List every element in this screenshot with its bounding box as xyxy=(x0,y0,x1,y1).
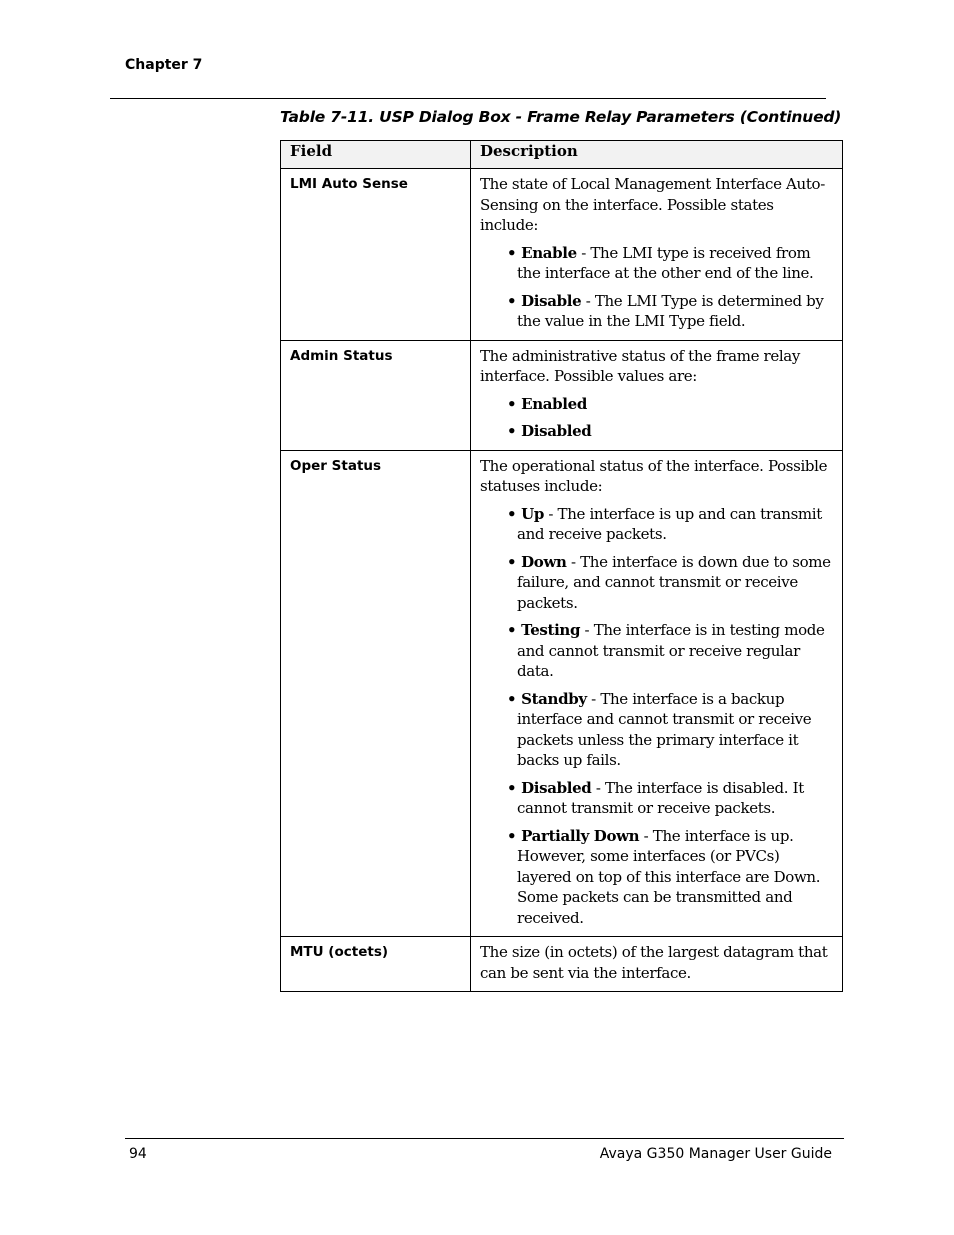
option-list xyxy=(480,394,834,442)
option-list xyxy=(480,504,834,929)
option-item xyxy=(507,620,834,682)
option-text: - The interface is up. However, some interfaces (or PVCs) layered on top of this interface are Down. Some packets can be transmitted and received. xyxy=(517,826,821,927)
description-intro: The state of Local Management Interface Auto-Sensing on the interface. Possible states include: xyxy=(480,175,825,234)
option-item xyxy=(507,826,834,929)
bullet-icon: • xyxy=(507,826,522,845)
bullet-icon: • xyxy=(507,243,522,262)
description-intro: The size (in octets) of the largest datagram that can be sent via the interface. xyxy=(480,943,828,982)
option-text: - The interface is disabled. It cannot transmit or receive packets. xyxy=(517,778,804,817)
description-intro: The operational status of the interface. Possible statuses include: xyxy=(480,456,828,495)
option-text: - The interface is up and can transmit and receive packets. xyxy=(517,504,822,543)
field-name: Oper Status xyxy=(281,450,471,937)
parameters-table xyxy=(280,140,843,992)
page-number: 94 xyxy=(129,1146,147,1162)
option-term: Standby xyxy=(521,689,587,708)
option-text: - The interface is in testing mode and cannot transmit or receive regular data. xyxy=(517,621,825,680)
field-name: Admin Status xyxy=(281,340,471,450)
table-caption: Table 7-11. USP Dialog Box - Frame Relay Parameters (Continued) xyxy=(280,108,842,126)
bullet-icon: • xyxy=(507,778,522,797)
footer-divider xyxy=(125,1138,844,1139)
option-list xyxy=(480,243,834,332)
option-item xyxy=(507,778,834,819)
bullet-icon: • xyxy=(507,291,522,310)
bullet-icon: • xyxy=(507,689,522,708)
option-text: - The LMI type is received from the interface at the other end of the line. xyxy=(517,243,814,282)
header-divider xyxy=(110,98,826,99)
option-term: Disabled xyxy=(521,422,592,440)
field-name: LMI Auto Sense xyxy=(281,169,471,341)
option-term: Up xyxy=(521,504,544,523)
description-intro: The administrative status of the frame relay interface. Possible values are: xyxy=(480,346,801,385)
option-item xyxy=(507,394,834,415)
option-item xyxy=(507,504,834,545)
bullet-icon: • xyxy=(507,394,522,413)
chapter-label: Chapter 7 xyxy=(125,57,203,73)
option-term: Enable xyxy=(521,243,577,262)
option-item xyxy=(507,291,834,332)
option-item xyxy=(507,552,834,614)
guide-title: Avaya G350 Manager User Guide xyxy=(599,1146,832,1162)
field-description xyxy=(471,169,843,341)
option-item xyxy=(507,243,834,284)
column-header-field: Field xyxy=(281,141,471,169)
option-item xyxy=(507,421,834,442)
bullet-icon: • xyxy=(507,621,522,639)
option-term: Down xyxy=(521,552,567,571)
bullet-icon: • xyxy=(507,422,522,440)
table-row xyxy=(281,450,843,937)
option-text: - The interface is down due to some failure, and cannot transmit or receive packets. xyxy=(517,552,831,612)
option-text: - The LMI Type is determined by the value in the LMI Type field. xyxy=(517,291,824,330)
option-term: Partially Down xyxy=(521,826,640,845)
option-term: Disabled xyxy=(521,778,592,797)
table-row xyxy=(281,340,843,450)
column-header-description: Description xyxy=(471,141,843,169)
field-description xyxy=(471,450,843,937)
option-term: Enabled xyxy=(521,394,587,413)
option-item xyxy=(507,689,834,771)
option-text: - The interface is a backup interface and cannot transmit or receive packets unless the primary interface it backs up fails. xyxy=(517,689,812,769)
field-description xyxy=(471,340,843,450)
bullet-icon: • xyxy=(507,504,522,523)
field-description xyxy=(471,937,843,992)
bullet-icon: • xyxy=(507,552,522,571)
option-term: Disable xyxy=(521,291,582,310)
table-header-row xyxy=(281,141,843,169)
option-term: Testing xyxy=(521,621,581,639)
table-row xyxy=(281,937,843,992)
table-row xyxy=(281,169,843,341)
field-name: MTU (octets) xyxy=(281,937,471,992)
